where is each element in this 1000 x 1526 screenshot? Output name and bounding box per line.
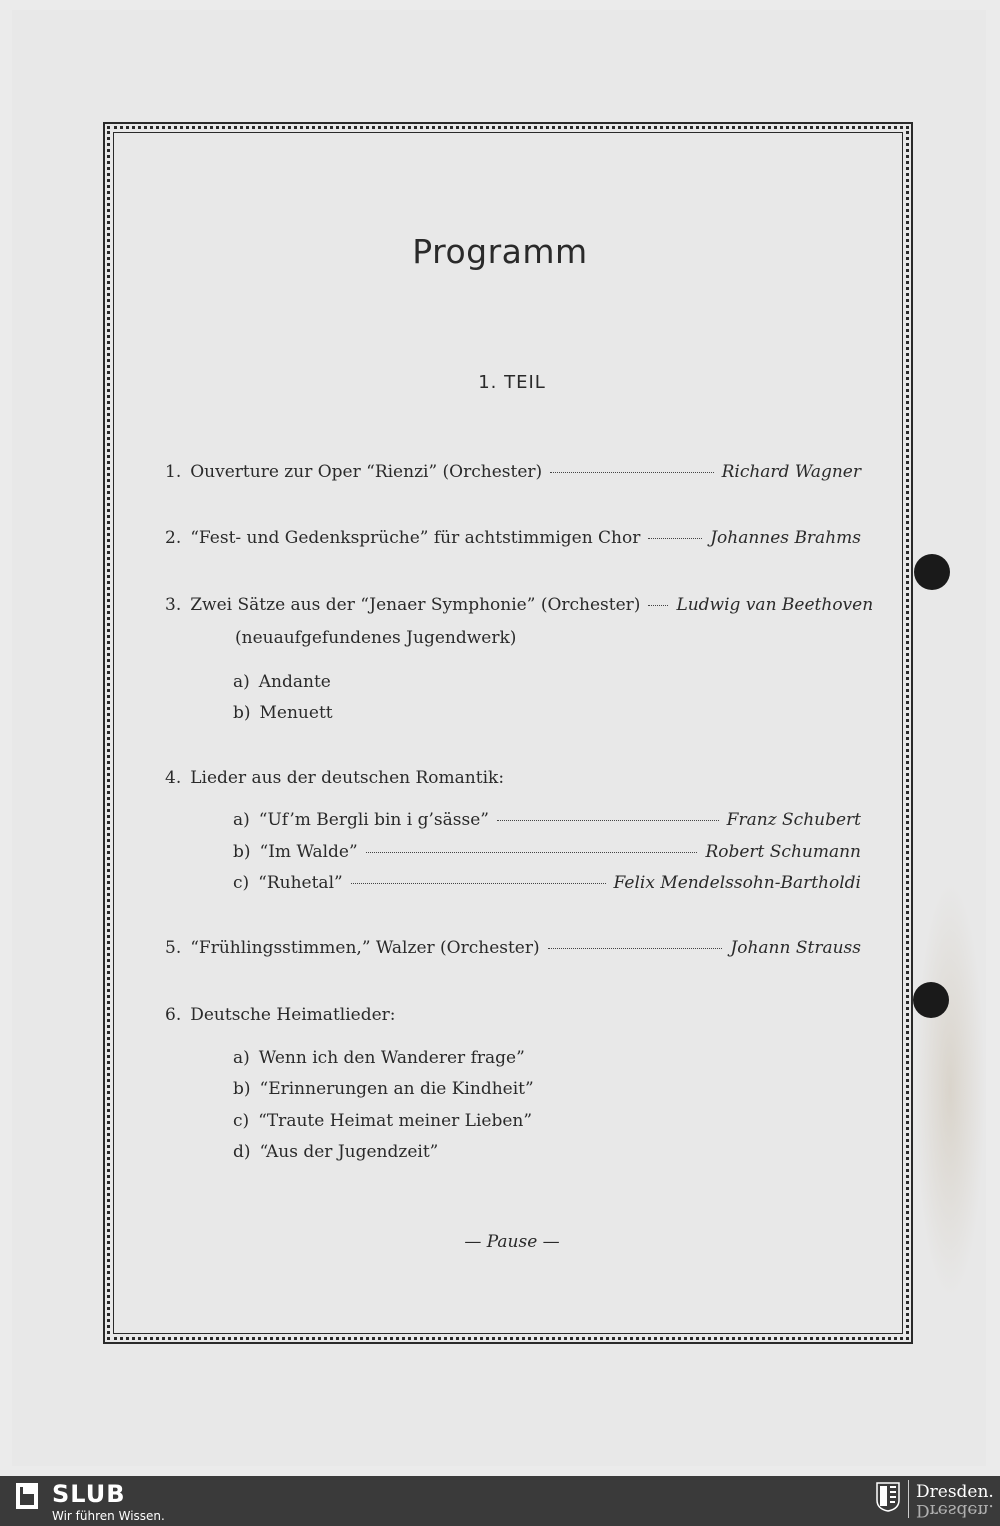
sub-item: [233, 1079, 861, 1105]
item-composer: Ludwig van Beethoven: [676, 595, 874, 615]
sub-item: [233, 810, 861, 836]
item-work: Ouverture zur Oper “Rienzi” (Orchester): [190, 462, 543, 482]
sub-item-letter: d): [233, 1142, 251, 1162]
dot-leader: [366, 852, 698, 853]
sub-item-letter: c): [233, 1111, 250, 1131]
item-number: 6.: [165, 1005, 182, 1025]
item-composer: Johannes Brahms: [710, 528, 861, 548]
sub-item-letter: b): [233, 703, 251, 723]
dresden-logo[interactable]: Dresden.: [916, 1482, 994, 1502]
item-work: “Frühlingsstimmen,” Walzer (Orchester): [190, 938, 540, 958]
sub-item: [233, 703, 861, 729]
sub-item-work: “Traute Heimat meiner Lieben”: [258, 1111, 533, 1131]
item-work: Zwei Sätze aus der “Jenaer Symphonie” (Orchester): [190, 595, 641, 615]
item-composer: Johann Strauss: [730, 938, 861, 958]
sub-item: [233, 1111, 861, 1137]
dot-leader: [550, 472, 713, 473]
dot-leader: [548, 948, 723, 949]
sub-item-work: “Ruhetal”: [258, 873, 343, 893]
dot-leader: [351, 883, 606, 884]
dot-leader: [648, 605, 668, 606]
sub-item-letter: a): [233, 810, 250, 830]
program-item-5: [165, 938, 861, 964]
sub-item-work: Wenn ich den Wanderer frage”: [258, 1048, 525, 1068]
dot-leader: [648, 538, 702, 539]
sub-item-letter: b): [233, 1079, 251, 1099]
item-number: 3.: [165, 595, 182, 615]
item-composer: Richard Wagner: [721, 462, 861, 482]
program-title: Programm: [412, 232, 588, 271]
item-note: (neuaufgefundenes Jugendwerk): [235, 628, 517, 648]
program-item-4: [165, 768, 861, 794]
sub-item: [233, 1142, 861, 1168]
viewer-footer: [0, 1476, 1000, 1526]
item-work: Lieder aus der deutschen Romantik:: [190, 768, 505, 788]
sub-item-letter: c): [233, 873, 250, 893]
dresden-logo-reflection: Dresden.: [916, 1500, 994, 1520]
section-heading: 1. TEIL: [478, 372, 546, 393]
program-item-2: [165, 528, 861, 554]
pause-label: — Pause —: [464, 1232, 560, 1252]
dot-leader: [497, 820, 719, 821]
item-number: 1.: [165, 462, 182, 482]
sub-item-work: “Erinnerungen an die Kindheit”: [259, 1079, 534, 1099]
sub-item: [233, 873, 861, 899]
sub-item: [233, 672, 861, 698]
item-number: 4.: [165, 768, 182, 788]
sub-item-work: Andante: [258, 672, 331, 692]
sub-item-letter: a): [233, 1048, 250, 1068]
sub-item-work: “Aus der Jugendzeit”: [259, 1142, 439, 1162]
sub-item-letter: a): [233, 672, 250, 692]
sub-item-composer: Robert Schumann: [705, 842, 861, 862]
sub-item-work: “Uf’m Bergli bin i g’sässe”: [258, 810, 489, 830]
sub-item-letter: b): [233, 842, 251, 862]
sub-item-work: “Im Walde”: [259, 842, 358, 862]
item-work: “Fest- und Gedenksprüche” für achtstimmigen Chor: [190, 528, 641, 548]
punch-hole: [913, 982, 949, 1018]
sub-item: [233, 842, 861, 868]
item-number: 5.: [165, 938, 182, 958]
slub-brand[interactable]: SLUB: [52, 1480, 126, 1508]
sub-item-composer: Felix Mendelssohn-Bartholdi: [613, 873, 861, 893]
item-number: 2.: [165, 528, 182, 548]
punch-hole: [914, 554, 950, 590]
slub-tagline: Wir führen Wissen.: [52, 1509, 165, 1523]
item-work: Deutsche Heimatlieder:: [190, 1005, 396, 1025]
program-item-6: [165, 1005, 861, 1031]
sub-item: [233, 1048, 861, 1074]
sub-item-work: Menuett: [259, 703, 333, 723]
program-item-3: [165, 595, 874, 621]
slub-logo-icon[interactable]: [16, 1483, 38, 1509]
program-item-1: [165, 462, 861, 488]
dresden-crest-icon[interactable]: [876, 1482, 900, 1512]
footer-divider: [908, 1480, 909, 1518]
sub-item-composer: Franz Schubert: [726, 810, 861, 830]
